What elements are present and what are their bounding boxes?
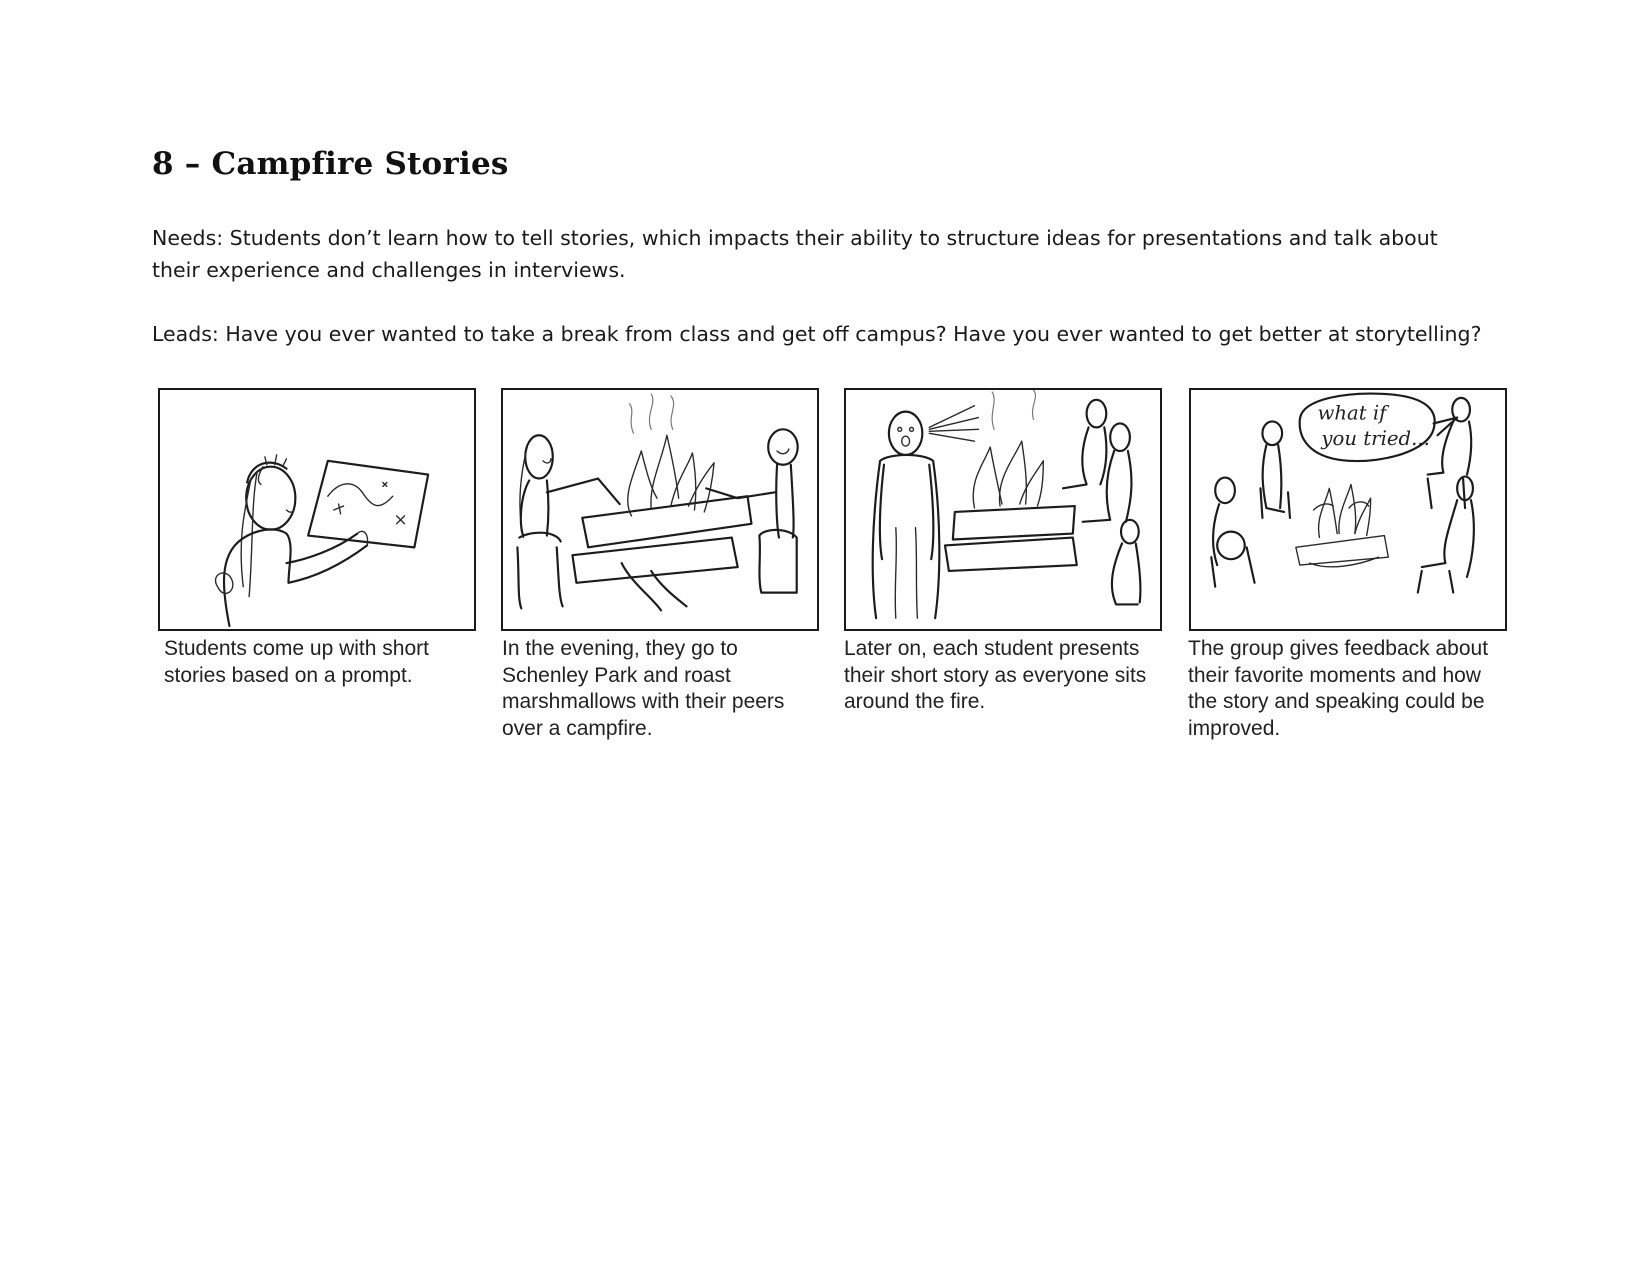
speech-bubble-line-2: you tried... xyxy=(1321,427,1430,451)
panel-2-caption: In the evening, they go to Schenley Park and roast marshmallows with their peers over a campfire. xyxy=(502,637,785,740)
leads-paragraph: Leads: Have you ever wanted to take a break from class and get off campus? Have you ever wanted to get better at storytelling? xyxy=(152,322,1482,346)
speech-bubble-line-1: what if xyxy=(1317,401,1387,425)
student-with-prompt-sketch-icon xyxy=(160,390,474,629)
page-title: 8 – Campfire Stories xyxy=(152,146,509,182)
student-presenting-sketch-icon xyxy=(846,390,1160,629)
storyboard-panel-1 xyxy=(158,388,476,631)
panel-4-caption: The group gives feedback about their favorite moments and how the story and speaking could be improved. xyxy=(1188,637,1489,740)
panel-1-caption: Students come up with short stories based on a prompt. xyxy=(164,637,429,687)
needs-paragraph: Needs: Students don’t learn how to tell stories, which impacts their ability to structure ideas for presentations and talk about their experience and challenges in interviews. xyxy=(152,226,1438,282)
panel-3-caption: Later on, each student presents their short story as everyone sits around the fire. xyxy=(844,637,1147,713)
storyboard-panel-3 xyxy=(844,388,1162,631)
group-feedback-sketch-icon xyxy=(1191,390,1505,629)
storyboard-panel-2 xyxy=(501,388,819,631)
storyboard-panel-4 xyxy=(1189,388,1507,631)
roasting-marshmallows-sketch-icon xyxy=(503,390,817,629)
